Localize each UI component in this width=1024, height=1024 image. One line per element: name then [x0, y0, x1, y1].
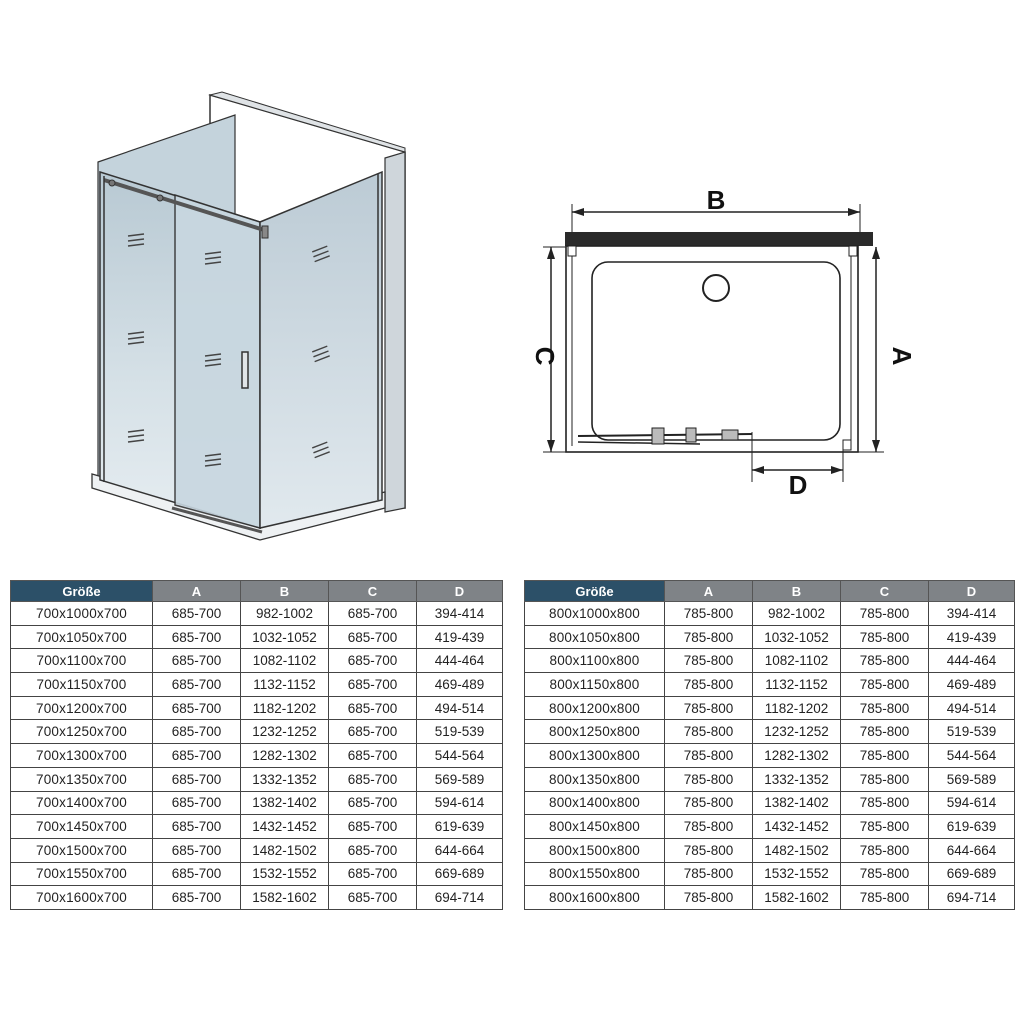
wall-bar	[565, 232, 873, 246]
header-c: C	[841, 581, 929, 602]
cell-c: 685-700	[329, 838, 417, 862]
cell-size: 800x1100x800	[525, 649, 665, 673]
cell-c: 785-800	[841, 862, 929, 886]
cell-b: 1482-1502	[753, 838, 841, 862]
cell-a: 685-700	[153, 696, 241, 720]
cell-d: 394-414	[929, 602, 1015, 626]
shower-enclosure-view	[92, 92, 405, 540]
cell-b: 1032-1052	[241, 625, 329, 649]
table-row	[525, 886, 1015, 910]
cell-d: 569-589	[929, 767, 1015, 791]
cell-c: 685-700	[329, 673, 417, 697]
cell-size: 800x1150x800	[525, 673, 665, 697]
cell-c: 785-800	[841, 886, 929, 910]
cell-b: 982-1002	[241, 602, 329, 626]
back-wall-side	[385, 152, 405, 512]
table-row	[525, 744, 1015, 768]
table-row	[11, 886, 503, 910]
dimension-label-d: D	[788, 470, 808, 500]
cell-c: 685-700	[329, 649, 417, 673]
cell-size: 700x1400x700	[11, 791, 153, 815]
cell-b: 1082-1102	[753, 649, 841, 673]
cell-b: 1382-1402	[753, 791, 841, 815]
table-row	[11, 767, 503, 791]
table-row	[11, 602, 503, 626]
cell-a: 785-800	[665, 791, 753, 815]
header-size: Größe	[11, 581, 153, 602]
table-row	[525, 696, 1015, 720]
cell-a: 685-700	[153, 649, 241, 673]
cell-b: 1532-1552	[753, 862, 841, 886]
cell-b: 1182-1202	[241, 696, 329, 720]
cell-a: 685-700	[153, 673, 241, 697]
cell-d: 444-464	[417, 649, 503, 673]
table-header-row	[525, 581, 1015, 602]
cell-c: 685-700	[329, 767, 417, 791]
cell-size: 800x1500x800	[525, 838, 665, 862]
size-table-800	[524, 580, 1015, 910]
cell-c: 785-800	[841, 838, 929, 862]
cell-c: 785-800	[841, 791, 929, 815]
cell-a: 685-700	[153, 886, 241, 910]
cell-size: 800x1450x800	[525, 815, 665, 839]
table-row	[11, 791, 503, 815]
cell-b: 1582-1602	[241, 886, 329, 910]
table-row	[11, 673, 503, 697]
side-panel	[260, 172, 382, 528]
table-row	[525, 815, 1015, 839]
table-row	[11, 838, 503, 862]
cell-b: 1532-1552	[241, 862, 329, 886]
cell-size: 700x1100x700	[11, 649, 153, 673]
cell-a: 785-800	[665, 696, 753, 720]
table-row	[11, 625, 503, 649]
cell-b: 1382-1402	[241, 791, 329, 815]
cell-d: 444-464	[929, 649, 1015, 673]
cell-size: 700x1450x700	[11, 815, 153, 839]
cell-a: 685-700	[153, 815, 241, 839]
cell-b: 982-1002	[753, 602, 841, 626]
cell-d: 594-614	[417, 791, 503, 815]
cell-b: 1232-1252	[241, 720, 329, 744]
cell-d: 544-564	[929, 744, 1015, 768]
cell-d: 394-414	[417, 602, 503, 626]
cell-size: 700x1350x700	[11, 767, 153, 791]
cell-d: 544-564	[417, 744, 503, 768]
table-row	[525, 838, 1015, 862]
cell-a: 685-700	[153, 625, 241, 649]
cell-d: 619-639	[417, 815, 503, 839]
cell-d: 494-514	[417, 696, 503, 720]
header-size: Größe	[525, 581, 665, 602]
cell-d: 469-489	[417, 673, 503, 697]
cell-d: 644-664	[417, 838, 503, 862]
cell-size: 800x1000x800	[525, 602, 665, 626]
cell-a: 785-800	[665, 886, 753, 910]
cell-b: 1332-1352	[753, 767, 841, 791]
cell-size: 700x1250x700	[11, 720, 153, 744]
header-a: A	[153, 581, 241, 602]
table-row	[11, 720, 503, 744]
cell-size: 700x1150x700	[11, 673, 153, 697]
cell-b: 1482-1502	[241, 838, 329, 862]
cell-a: 685-700	[153, 862, 241, 886]
table-row	[11, 744, 503, 768]
cell-c: 785-800	[841, 625, 929, 649]
door-handle	[242, 352, 248, 388]
table-row	[11, 815, 503, 839]
cell-d: 669-689	[417, 862, 503, 886]
table-row	[525, 862, 1015, 886]
cell-d: 694-714	[929, 886, 1015, 910]
cell-size: 800x1600x800	[525, 886, 665, 910]
cell-d: 594-614	[929, 791, 1015, 815]
cell-c: 685-700	[329, 602, 417, 626]
cell-d: 694-714	[417, 886, 503, 910]
cell-a: 785-800	[665, 673, 753, 697]
table-row	[525, 649, 1015, 673]
header-c: C	[329, 581, 417, 602]
cell-a: 785-800	[665, 838, 753, 862]
cell-d: 419-439	[417, 625, 503, 649]
cell-a: 785-800	[665, 815, 753, 839]
cell-b: 1432-1452	[241, 815, 329, 839]
cell-c: 685-700	[329, 886, 417, 910]
cell-size: 700x1050x700	[11, 625, 153, 649]
table-row	[525, 602, 1015, 626]
cell-c: 785-800	[841, 767, 929, 791]
cell-c: 785-800	[841, 649, 929, 673]
table-row	[11, 649, 503, 673]
cell-b: 1082-1102	[241, 649, 329, 673]
cell-c: 685-700	[329, 791, 417, 815]
header-b: B	[241, 581, 329, 602]
cell-size: 700x1550x700	[11, 862, 153, 886]
cell-d: 644-664	[929, 838, 1015, 862]
dimension-label-a: A	[887, 346, 917, 366]
cell-d: 519-539	[417, 720, 503, 744]
cell-c: 785-800	[841, 696, 929, 720]
cell-a: 785-800	[665, 767, 753, 791]
cell-size: 700x1300x700	[11, 744, 153, 768]
cell-b: 1282-1302	[753, 744, 841, 768]
cell-a: 785-800	[665, 862, 753, 886]
cell-c: 685-700	[329, 815, 417, 839]
cell-a: 685-700	[153, 838, 241, 862]
cell-size: 800x1200x800	[525, 696, 665, 720]
cell-d: 569-589	[417, 767, 503, 791]
size-table-700	[10, 580, 503, 910]
cell-a: 785-800	[665, 720, 753, 744]
plan-view	[530, 185, 917, 500]
table-header-row	[11, 581, 503, 602]
cell-a: 685-700	[153, 767, 241, 791]
cell-b: 1582-1602	[753, 886, 841, 910]
cell-d: 669-689	[929, 862, 1015, 886]
table-row	[11, 696, 503, 720]
cell-size: 800x1400x800	[525, 791, 665, 815]
drain	[703, 275, 729, 301]
cell-d: 519-539	[929, 720, 1015, 744]
cell-size: 800x1250x800	[525, 720, 665, 744]
cell-size: 800x1550x800	[525, 862, 665, 886]
header-b: B	[753, 581, 841, 602]
cell-a: 785-800	[665, 649, 753, 673]
cell-c: 785-800	[841, 602, 929, 626]
header-d: D	[929, 581, 1015, 602]
cell-b: 1232-1252	[753, 720, 841, 744]
dimension-label-b: B	[706, 185, 726, 215]
cell-a: 685-700	[153, 720, 241, 744]
cell-a: 785-800	[665, 744, 753, 768]
table-row	[525, 625, 1015, 649]
cell-a: 685-700	[153, 602, 241, 626]
cell-size: 700x1500x700	[11, 838, 153, 862]
dimension-label-c: C	[530, 346, 560, 366]
table-row	[525, 673, 1015, 697]
cell-c: 685-700	[329, 625, 417, 649]
cell-size: 700x1600x700	[11, 886, 153, 910]
cell-a: 685-700	[153, 744, 241, 768]
cell-b: 1282-1302	[241, 744, 329, 768]
cell-a: 785-800	[665, 602, 753, 626]
cell-a: 685-700	[153, 791, 241, 815]
header-d: D	[417, 581, 503, 602]
cell-c: 685-700	[329, 720, 417, 744]
cell-d: 494-514	[929, 696, 1015, 720]
cell-d: 619-639	[929, 815, 1015, 839]
table-row	[11, 862, 503, 886]
table-row	[525, 791, 1015, 815]
cell-b: 1032-1052	[753, 625, 841, 649]
table-row	[525, 767, 1015, 791]
cell-c: 785-800	[841, 720, 929, 744]
cell-size: 700x1000x700	[11, 602, 153, 626]
cell-c: 785-800	[841, 744, 929, 768]
header-a: A	[665, 581, 753, 602]
cell-c: 785-800	[841, 815, 929, 839]
cell-c: 785-800	[841, 673, 929, 697]
cell-size: 800x1350x800	[525, 767, 665, 791]
cell-c: 685-700	[329, 862, 417, 886]
cell-b: 1332-1352	[241, 767, 329, 791]
cell-b: 1432-1452	[753, 815, 841, 839]
cell-c: 685-700	[329, 744, 417, 768]
cell-size: 700x1200x700	[11, 696, 153, 720]
cell-d: 419-439	[929, 625, 1015, 649]
cell-size: 800x1300x800	[525, 744, 665, 768]
table-row	[525, 720, 1015, 744]
cell-b: 1132-1152	[753, 673, 841, 697]
cell-size: 800x1050x800	[525, 625, 665, 649]
cell-d: 469-489	[929, 673, 1015, 697]
cell-b: 1182-1202	[753, 696, 841, 720]
cell-c: 685-700	[329, 696, 417, 720]
cell-a: 785-800	[665, 625, 753, 649]
cell-b: 1132-1152	[241, 673, 329, 697]
